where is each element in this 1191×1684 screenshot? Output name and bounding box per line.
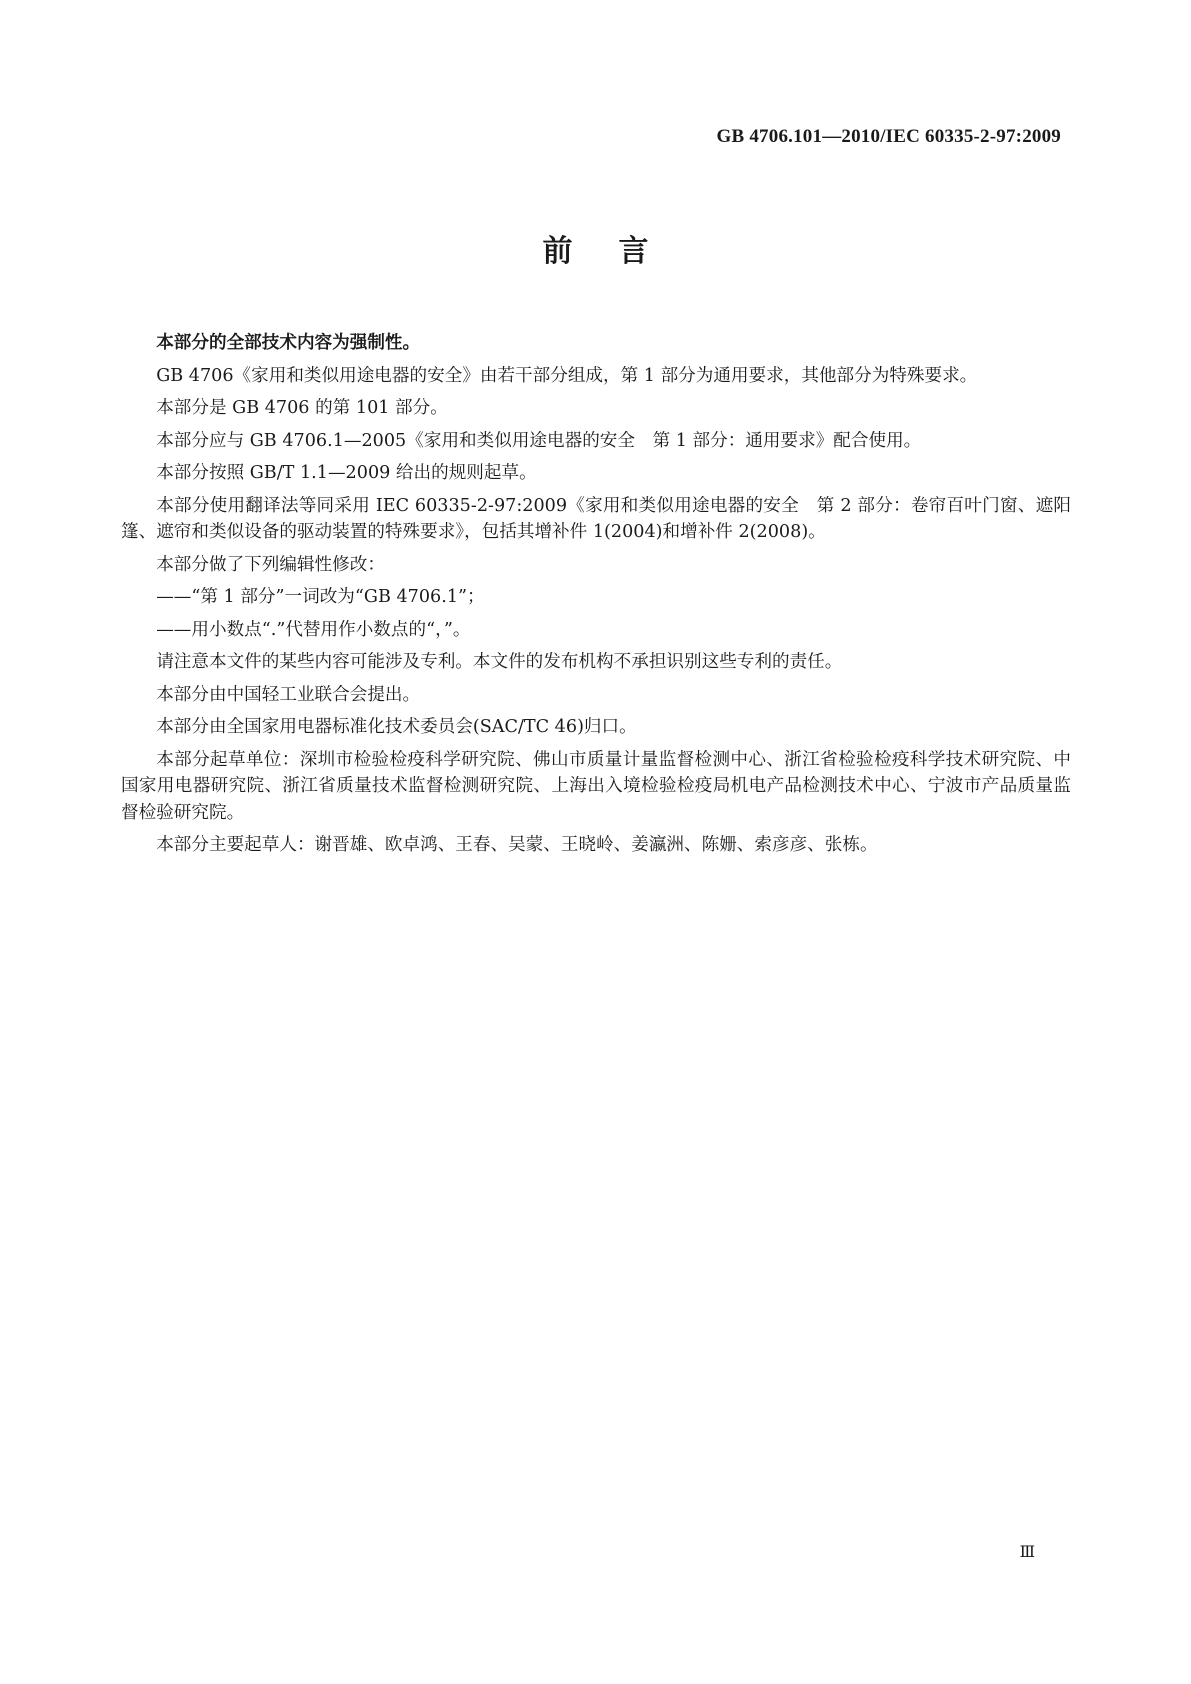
- editorial-changes-intro: 本部分做了下列编辑性修改：: [156, 554, 385, 575]
- page-number: Ⅲ: [1019, 1544, 1035, 1561]
- administration-paragraph: 本部分由全国家用电器标准化技术委员会(SAC/TC 46)归口。: [156, 717, 637, 737]
- mandatory-statement: 本部分的全部技术内容为强制性。: [156, 333, 421, 353]
- foreword-body: [121, 330, 1071, 865]
- standard-code-header: GB 4706.101—2010/IEC 60335-2-97:2009: [716, 126, 1061, 147]
- proposer-paragraph: 本部分由中国轻工业联合会提出。: [156, 684, 421, 705]
- drafting-organizations-paragraph: 本部分起草单位：深圳市检验检疫科学研究院、佛山市质量计量监督检测中心、浙江省检验检疫科学技术研究院、中国家用电器研究院、浙江省质量技术监督检测研究院、上海出入境检验检疫局机电产品检测技术中心、宁波市产品质量监督检验研究院。: [121, 749, 1071, 823]
- drafters-paragraph: 本部分主要起草人：谢晋雄、欧卓鸿、王春、吴蒙、王晓岭、姜瀛洲、陈姗、索彦彦、张栋。: [156, 835, 878, 855]
- page-title: 前言: [542, 234, 695, 269]
- patent-notice-paragraph: 请注意本文件的某些内容可能涉及专利。本文件的发布机构不承担识别这些专利的责任。: [156, 652, 843, 672]
- series-composition-paragraph: GB 4706《家用和类似用途电器的安全》由若干部分组成，第 1 部分为通用要求，其他部分为特殊要求。: [156, 365, 978, 386]
- editorial-change-item: ——用小数点“.”代替用作小数点的“，”。: [156, 619, 471, 640]
- editorial-change-item: ——“第 1 部分”一词改为“GB 4706.1”；: [156, 587, 485, 607]
- drafting-rules-paragraph: 本部分按照 GB/T 1.1—2009 给出的规则起草。: [156, 463, 537, 483]
- part-number-paragraph: 本部分是 GB 4706 的第 101 部分。: [156, 398, 448, 418]
- usage-with-general-paragraph: 本部分应与 GB 4706.1—2005《家用和类似用途电器的安全 第 1 部分：通用要求》配合使用。: [156, 430, 922, 451]
- adoption-paragraph: 本部分使用翻译法等同采用 IEC 60335-2-97:2009《家用和类似用途电器的安全 第 2 部分：卷帘百叶门窗、遮阳篷、遮帘和类似设备的驱动装置的特殊要求》，包括其增补件 1(2004)和增补件 2(2008)。: [121, 495, 1071, 542]
